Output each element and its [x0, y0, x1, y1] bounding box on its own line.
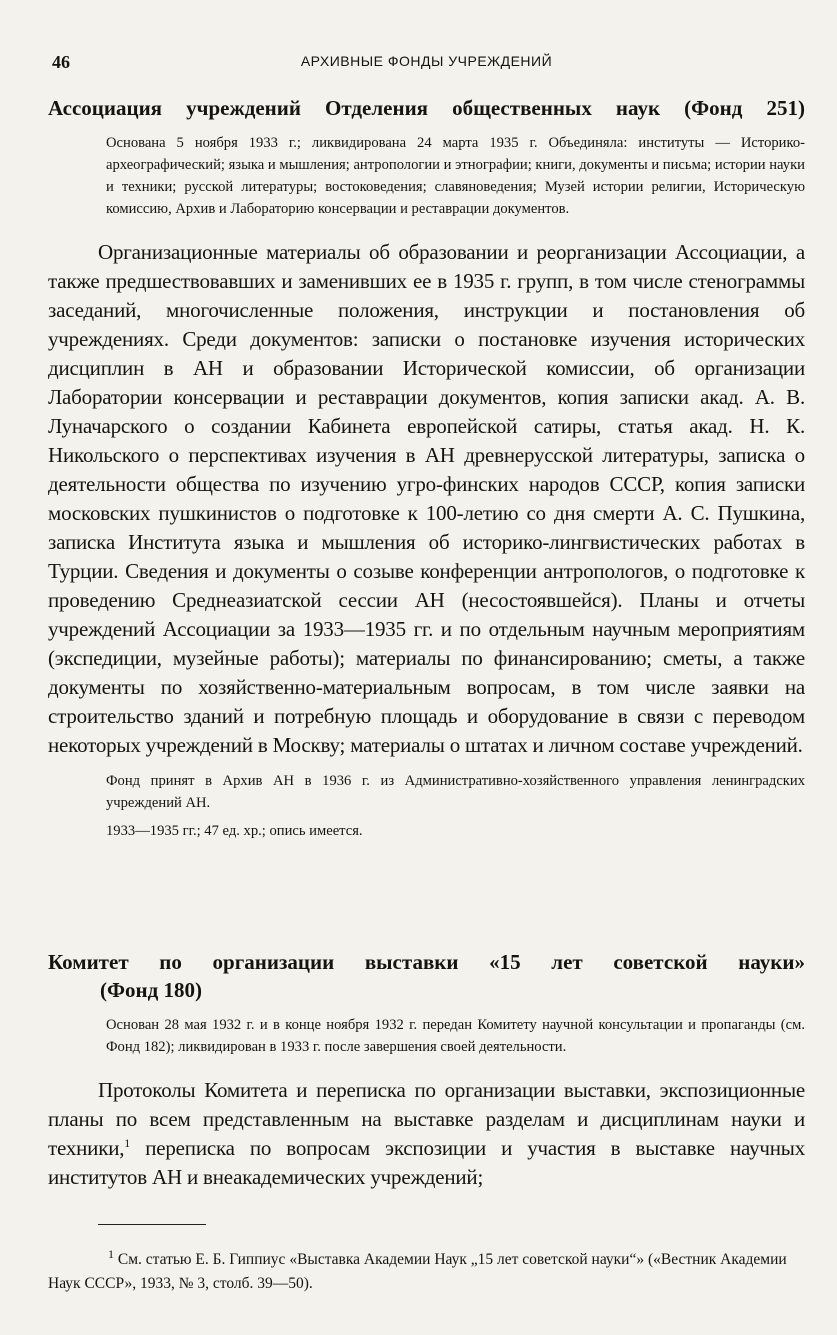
running-header — [48, 50, 805, 72]
fond-251-title: Ассоциация учреждений Отделения общественных наук (Фонд 251) — [48, 96, 805, 120]
fond-251-provenance: Фонд принят в Архив АН в 1936 г. из Административно-хозяйственного управления ленинградских учреждений АН. — [106, 773, 805, 811]
footnote-mark: 1 — [108, 1246, 114, 1261]
fond-251-extent: 1933—1935 гг.; 47 ед. хр.; опись имеется. — [106, 823, 363, 839]
fond-180-note: Основан 28 мая 1932 г. и в конце ноября 1932 г. передан Комитету научной консультации и пропаганды (см. Фонд 182); ликвидирован в 1933 г. после завершения своей деятельности. — [106, 1017, 805, 1055]
fond-251-note: Основана 5 ноября 1933 г.; ликвидирована 24 марта 1935 г. Объединяла: институты — Историко-археографический; языка и мышления; антропологии и этнографии; книги, документы и письма; истории науки и техники; русской литературы; востоковедения; славяноведения; Музей истории религии, Историческую комиссию, Архив и Лабораторию консервации и реставрации документов. — [106, 135, 805, 217]
fond-180-description-part2: переписка по вопросам экспозиции и участия в выставке научных институтов АН и внеакадемических учреждений; — [48, 1136, 805, 1189]
fond-180-title-line1: Комитет по организации выставки «15 лет советской науки» — [48, 950, 805, 974]
running-header-title: АРХИВНЫЕ ФОНДЫ УЧРЕЖДЕНИЙ — [300, 53, 553, 69]
fond-180-section — [48, 948, 805, 1192]
footnote-text: См. статью Е. Б. Гиппиус «Выставка Академии Наук „15 лет советской науки“» («Вестник Академии Наук СССР», 1933, № 3, столб. 39—50). — [48, 1250, 787, 1292]
fond-251-section — [48, 94, 805, 842]
fond-180-description-part1: Протоколы Комитета и переписка по организации выставки, экспозиционные планы по всем представленным на выставке разделам и дисциплинам науки и техники, — [48, 1078, 805, 1160]
footnote-reference[interactable]: 1 — [124, 1136, 131, 1150]
fond-180-title-line2: (Фонд 180) — [100, 978, 202, 1002]
fond-251-description: Организационные материалы об образовании и реорганизации Ассоциации, а также предшествовавших и заменивших ее в 1935 г. групп, в том числе стенограммы заседаний, многочисленные положения, инструкции и постановления об учреждениях. Среди документов: записки о постановке изучения исторических дисциплин в АН и образовании Исторической комиссии, об организации Лаборатории консервации и реставрации документов, копия записки акад. А. В. Луначарского о создании Кабинета европейской сатиры, статья акад. Н. К. Никольского о перспективах изучения в АН древнерусской литературы, записка о деятельности общества по изучению угро-финских народов СССР, копия записки московских пушкинистов о подготовке к 100-летию со дня смерти А. С. Пушкина, записка Института языка и мышления об историко-лингвистических работах в Турции. Сведения и документы о созыве конференции антропологов, о подготовке к проведению Среднеазиатской сессии АН (несостоявшейся). Планы и отчеты учреждений Ассоциации за 1933—1935 гг. и по отдельным научным мероприятиям (экспедиции, музейные работы); материалы по финансированию; сметы, а также документы по хозяйственно-материальным вопросам, в том числе заявки на строительство зданий и потребную площадь и оборудование в связи с переводом некоторых учреждений в Москву; материалы о штатах и личном составе учреждений. — [48, 240, 805, 757]
page-number: 46 — [52, 52, 70, 72]
footnote — [48, 1248, 805, 1296]
footnote-divider — [98, 1224, 206, 1225]
fond-180-description — [48, 1076, 805, 1192]
